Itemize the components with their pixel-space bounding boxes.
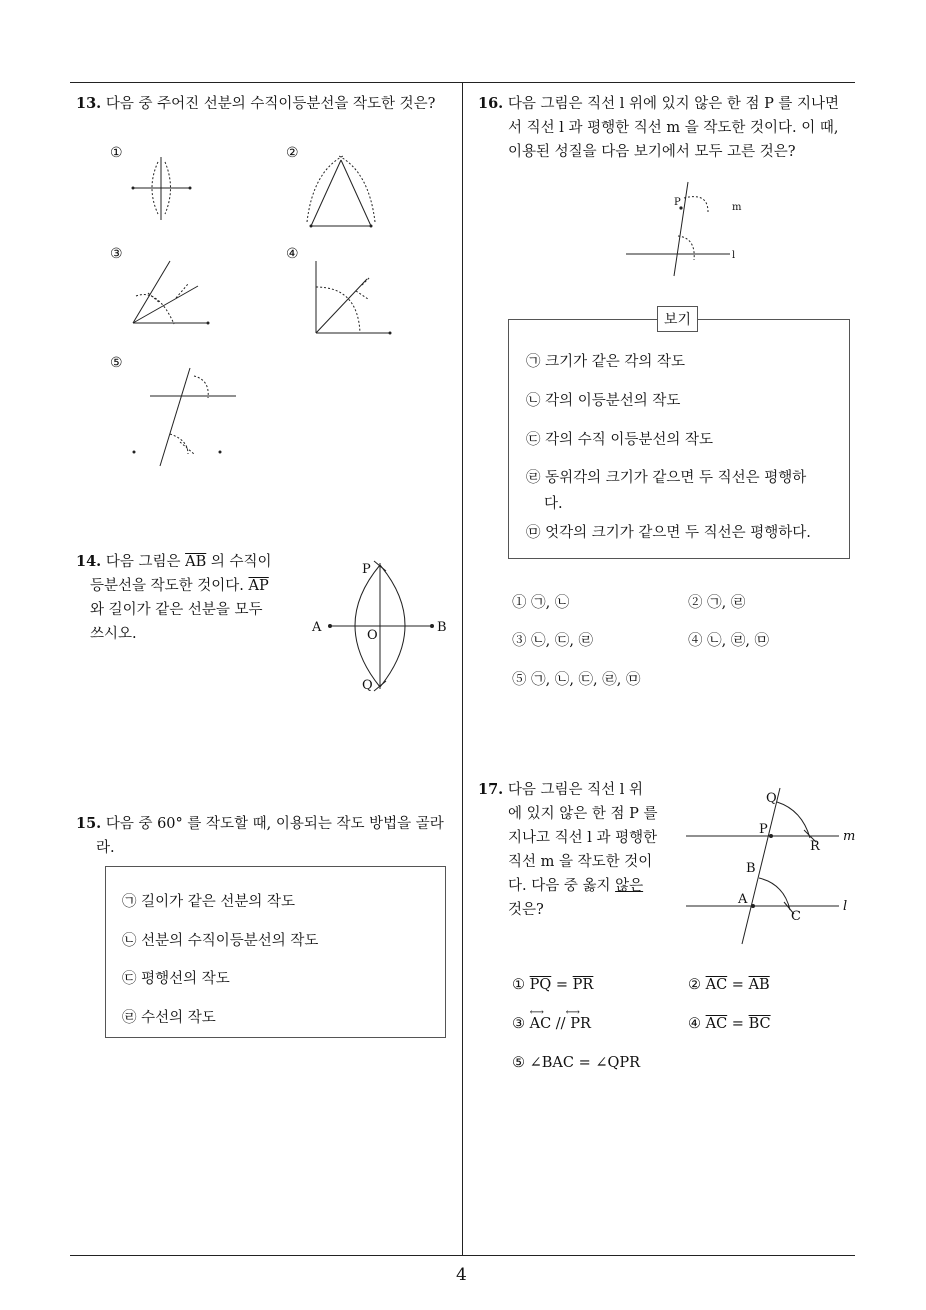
q17-option-4-eq: = bbox=[727, 1016, 749, 1032]
q14-text-a: 다음 그림은 bbox=[105, 554, 181, 570]
q17-option-1-eq: = bbox=[551, 977, 573, 993]
q17-option-3[interactable] bbox=[512, 1007, 591, 1032]
page-number: 4 bbox=[456, 1265, 467, 1285]
q14-line-3: 와 길이가 같은 선분을 모두 bbox=[90, 602, 263, 618]
q14-text-b: 의 수직이 bbox=[210, 554, 272, 570]
line-arrow-icon: ⟷ bbox=[529, 1007, 544, 1018]
q17-text-5a: 다. 다음 중 옳지 bbox=[508, 878, 611, 894]
q17-label-a: A bbox=[738, 892, 748, 907]
q15-item-3: ㉢ 평행선의 작도 bbox=[122, 971, 230, 987]
q17-option-1[interactable] bbox=[512, 977, 593, 993]
q16-line-2: 서 직선 l 과 평행한 직선 m 을 작도한 것이다. 이 때, bbox=[508, 120, 839, 136]
q17-text-1: 다음 그림은 직선 l 위 bbox=[507, 782, 643, 798]
q13-text: 다음 중 주어진 선분의 수직이등분선을 작도한 것은? bbox=[105, 96, 436, 112]
q17-option-4-a: $\overline{AC}$ bbox=[705, 1016, 728, 1032]
q15-item-2: ㉡ 선분의 수직이등분선의 작도 bbox=[122, 933, 319, 949]
q16-option-1[interactable]: ① ㉠, ㉡ bbox=[512, 595, 570, 611]
q17-option-4[interactable] bbox=[688, 1016, 771, 1032]
q13-question bbox=[76, 92, 435, 116]
q17-option-4-num: ④ bbox=[688, 1016, 701, 1032]
column-divider bbox=[462, 83, 463, 1255]
q17-option-2-a: $\overline{AC}$ bbox=[705, 977, 728, 993]
q16-line-1 bbox=[478, 92, 858, 116]
q14-label-q: Q bbox=[362, 678, 373, 693]
q16-number: 16. bbox=[478, 95, 504, 112]
q16-line-3: 이용된 성질을 다음 보기에서 모두 고른 것은? bbox=[508, 144, 796, 160]
q17-option-1-a: $\overline{PQ}$ bbox=[529, 977, 552, 993]
q17-option-4-b: $\overline{BC}$ bbox=[748, 1016, 771, 1032]
q15-item-1: ㉠ 길이가 같은 선분의 작도 bbox=[122, 894, 296, 910]
q16-bogi-item-3: ㉢ 각의 수직 이등분선의 작도 bbox=[526, 432, 714, 448]
q13-figure-5 bbox=[128, 362, 238, 472]
q16-bogi-item-4-cont: 다. bbox=[544, 496, 563, 512]
q17-line-3: 지나고 직선 l 과 평행한 bbox=[508, 830, 658, 846]
q14-label-p: P bbox=[362, 562, 371, 577]
q13-number: 13. bbox=[76, 95, 102, 112]
q17-number: 17. bbox=[478, 781, 504, 798]
q17-line-6: 것은? bbox=[508, 902, 544, 918]
q14-number: 14. bbox=[76, 553, 102, 570]
q15-item-4: ㉣ 수선의 작도 bbox=[122, 1010, 216, 1026]
q16-text-1: 다음 그림은 직선 l 위에 있지 않은 한 점 P 를 지나면 bbox=[507, 96, 840, 112]
q16-option-4[interactable]: ④ ㉡, ㉣, ㉤ bbox=[688, 633, 770, 649]
q14-figure bbox=[310, 555, 460, 700]
q15-question bbox=[76, 812, 444, 860]
q16-question bbox=[478, 92, 858, 164]
q17-label-l: l bbox=[843, 899, 848, 914]
q15-text: 다음 중 60° 를 작도할 때, 이용되는 작도 방법을 골라 bbox=[105, 816, 444, 832]
line-arrow-icon: ⟷ bbox=[565, 1007, 580, 1018]
q16-bogi-item-5: ㉤ 엇각의 크기가 같으면 두 직선은 평행하다. bbox=[526, 525, 811, 541]
q13-label-3: ③ bbox=[110, 246, 123, 262]
q17-label-p: P bbox=[759, 822, 768, 837]
bottom-rule bbox=[70, 1255, 855, 1256]
q14-label-a: A bbox=[312, 620, 322, 635]
q13-label-4: ④ bbox=[286, 246, 299, 262]
q17-option-2-b: $\overline{AB}$ bbox=[748, 977, 770, 993]
q17-line-2: 에 있지 않은 한 점 P 를 bbox=[508, 806, 658, 822]
q17-option-3-a: AC bbox=[529, 1016, 552, 1032]
q14-label-o: O bbox=[367, 628, 378, 643]
q13-figure-3 bbox=[128, 258, 218, 338]
q14-line-2 bbox=[76, 574, 306, 598]
q17-option-2[interactable] bbox=[688, 977, 770, 993]
q13-figure-2 bbox=[303, 152, 383, 232]
q16-label-m: m bbox=[732, 202, 742, 213]
q13-label-5: ⑤ bbox=[110, 355, 123, 371]
q16-bogi-title: 보기 bbox=[657, 306, 698, 332]
q15-line-1 bbox=[76, 812, 444, 836]
q14-text-c: 등분선을 작도한 것이다. bbox=[90, 578, 244, 594]
q17-option-2-num: ② bbox=[688, 977, 701, 993]
q16-bogi-item-2: ㉡ 각의 이등분선의 작도 bbox=[526, 393, 681, 409]
q16-option-3[interactable]: ③ ㉡, ㉢, ㉣ bbox=[512, 633, 594, 649]
q16-option-5[interactable]: ⑤ ㉠, ㉡, ㉢, ㉣, ㉤ bbox=[512, 672, 641, 688]
q17-option-5-num: ⑤ bbox=[512, 1055, 525, 1071]
q17-label-r: R bbox=[810, 839, 820, 854]
q16-label-p: P bbox=[674, 197, 681, 208]
q17-line-1 bbox=[478, 778, 678, 802]
q14-segment-ab: $\overline{AB}$ bbox=[185, 554, 207, 570]
q17-option-1-b: $\overline{PR}$ bbox=[572, 977, 594, 993]
q13-label-2: ② bbox=[286, 145, 299, 161]
q17-label-c: C bbox=[791, 909, 801, 924]
q16-bogi-item-4: ㉣ 동위각의 크기가 같으면 두 직선은 평행하 bbox=[526, 470, 807, 486]
q17-option-3-b: PR bbox=[570, 1016, 591, 1032]
q14-line-4: 쓰시오. bbox=[90, 626, 137, 642]
q17-label-q: Q bbox=[766, 791, 777, 806]
q17-option-5[interactable] bbox=[512, 1055, 640, 1071]
q17-figure bbox=[684, 786, 859, 946]
q17-text-5b: 않은 bbox=[615, 878, 644, 894]
q17-label-b: B bbox=[746, 861, 756, 876]
q17-option-1-num: ① bbox=[512, 977, 525, 993]
q13-label-1: ① bbox=[110, 145, 123, 161]
q17-option-3-eq: // bbox=[555, 1016, 566, 1032]
q14-line-1 bbox=[76, 550, 306, 574]
q17-line-4: 직선 m 을 작도한 것이 bbox=[508, 854, 653, 870]
q17-question bbox=[478, 778, 678, 922]
q13-figure-4 bbox=[310, 255, 400, 345]
q17-option-5-text: ∠BAC = ∠QPR bbox=[529, 1055, 641, 1071]
q15-line-2: 라. bbox=[96, 840, 115, 856]
q16-figure bbox=[622, 180, 772, 280]
q14-question bbox=[76, 550, 306, 646]
q16-label-l: l bbox=[732, 250, 736, 261]
q17-line-5 bbox=[478, 874, 678, 898]
q13-figure-1 bbox=[128, 152, 198, 222]
q14-segment-ap: $\overline{AP}$ bbox=[248, 578, 269, 594]
q17-label-m: m bbox=[843, 829, 856, 844]
q17-option-2-eq: = bbox=[727, 977, 749, 993]
q16-bogi-item-1: ㉠ 크기가 같은 각의 작도 bbox=[526, 354, 685, 370]
q14-label-b: B bbox=[437, 620, 447, 635]
q16-option-2[interactable]: ② ㉠, ㉣ bbox=[688, 595, 746, 611]
q15-number: 15. bbox=[76, 815, 102, 832]
q17-option-3-num: ③ bbox=[512, 1016, 525, 1032]
